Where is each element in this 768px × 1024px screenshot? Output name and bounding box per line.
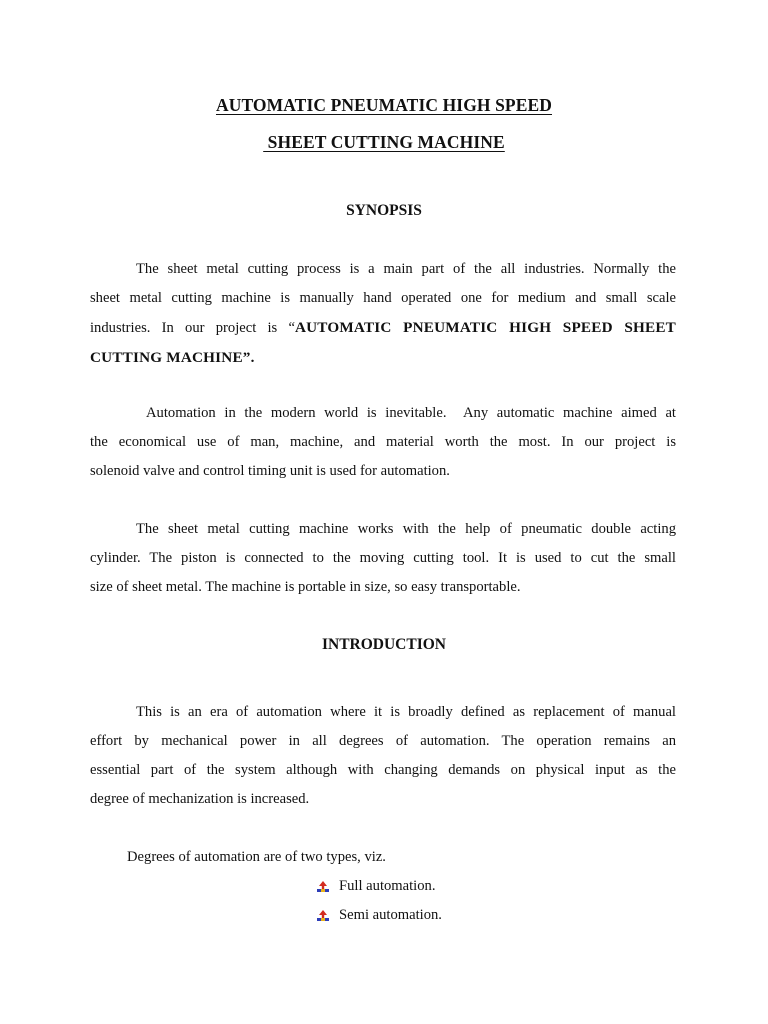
introduction-paragraph-1: [90, 698, 676, 814]
multicolor-arrow-bullet-icon: [316, 880, 330, 894]
text-line: The sheet metal cutting machine works with the help of pneumatic double acting: [136, 521, 676, 537]
automation-types-list: [316, 872, 442, 930]
text-line: essential part of the system although with changing demands on physical input as the: [90, 762, 676, 778]
list-item: [316, 872, 442, 901]
text-line: size of sheet metal. The machine is portable in size, so easy transportable.: [90, 579, 521, 595]
text-line: solenoid valve and control timing unit is used for automation.: [90, 463, 450, 479]
document-title-line2: SHEET CUTTING MACHINE: [263, 132, 505, 152]
project-title-bold: CUTTING MACHINE”.: [90, 349, 255, 366]
project-title-bold: AUTOMATIC PNEUMATIC HIGH SPEED SHEET: [294, 319, 677, 336]
list-item-label: Semi automation.: [339, 907, 442, 923]
list-item-label: Full automation.: [339, 878, 436, 894]
synopsis-paragraph-3: [90, 515, 676, 602]
text-run: industries. In our project is “: [90, 320, 295, 336]
text-line: effort by mechanical power in all degrees of automation. The operation remains an: [90, 733, 676, 749]
introduction-heading: INTRODUCTION: [321, 636, 446, 653]
text-line: [90, 313, 676, 343]
text-line: degree of mechanization is increased.: [90, 791, 310, 807]
list-item: [316, 901, 442, 930]
text-line: This is an era of automation where it is broadly defined as replacement of manual: [136, 704, 676, 720]
multicolor-arrow-bullet-icon: [316, 909, 330, 923]
text-line: the economical use of man, machine, and material worth the most. In our project is: [90, 434, 676, 450]
document-title-line1: AUTOMATIC PNEUMATIC HIGH SPEED: [215, 95, 552, 115]
synopsis-paragraph-2: [90, 399, 676, 486]
text-line: sheet metal cutting machine is manually hand operated one for medium and small scale: [90, 290, 676, 306]
text-line: Automation in the modern world is inevitable. Any automatic machine aimed at: [146, 405, 676, 421]
text-line: cylinder. The piston is connected to the moving cutting tool. It is used to cut the small: [90, 550, 676, 566]
synopsis-paragraph-1: [90, 255, 676, 373]
synopsis-heading: SYNOPSIS: [346, 202, 422, 219]
text-line: [90, 343, 676, 373]
text-line: The sheet metal cutting process is a main part of the all industries. Normally the: [136, 261, 676, 277]
degrees-intro-text: Degrees of automation are of two types, viz.: [127, 849, 386, 865]
